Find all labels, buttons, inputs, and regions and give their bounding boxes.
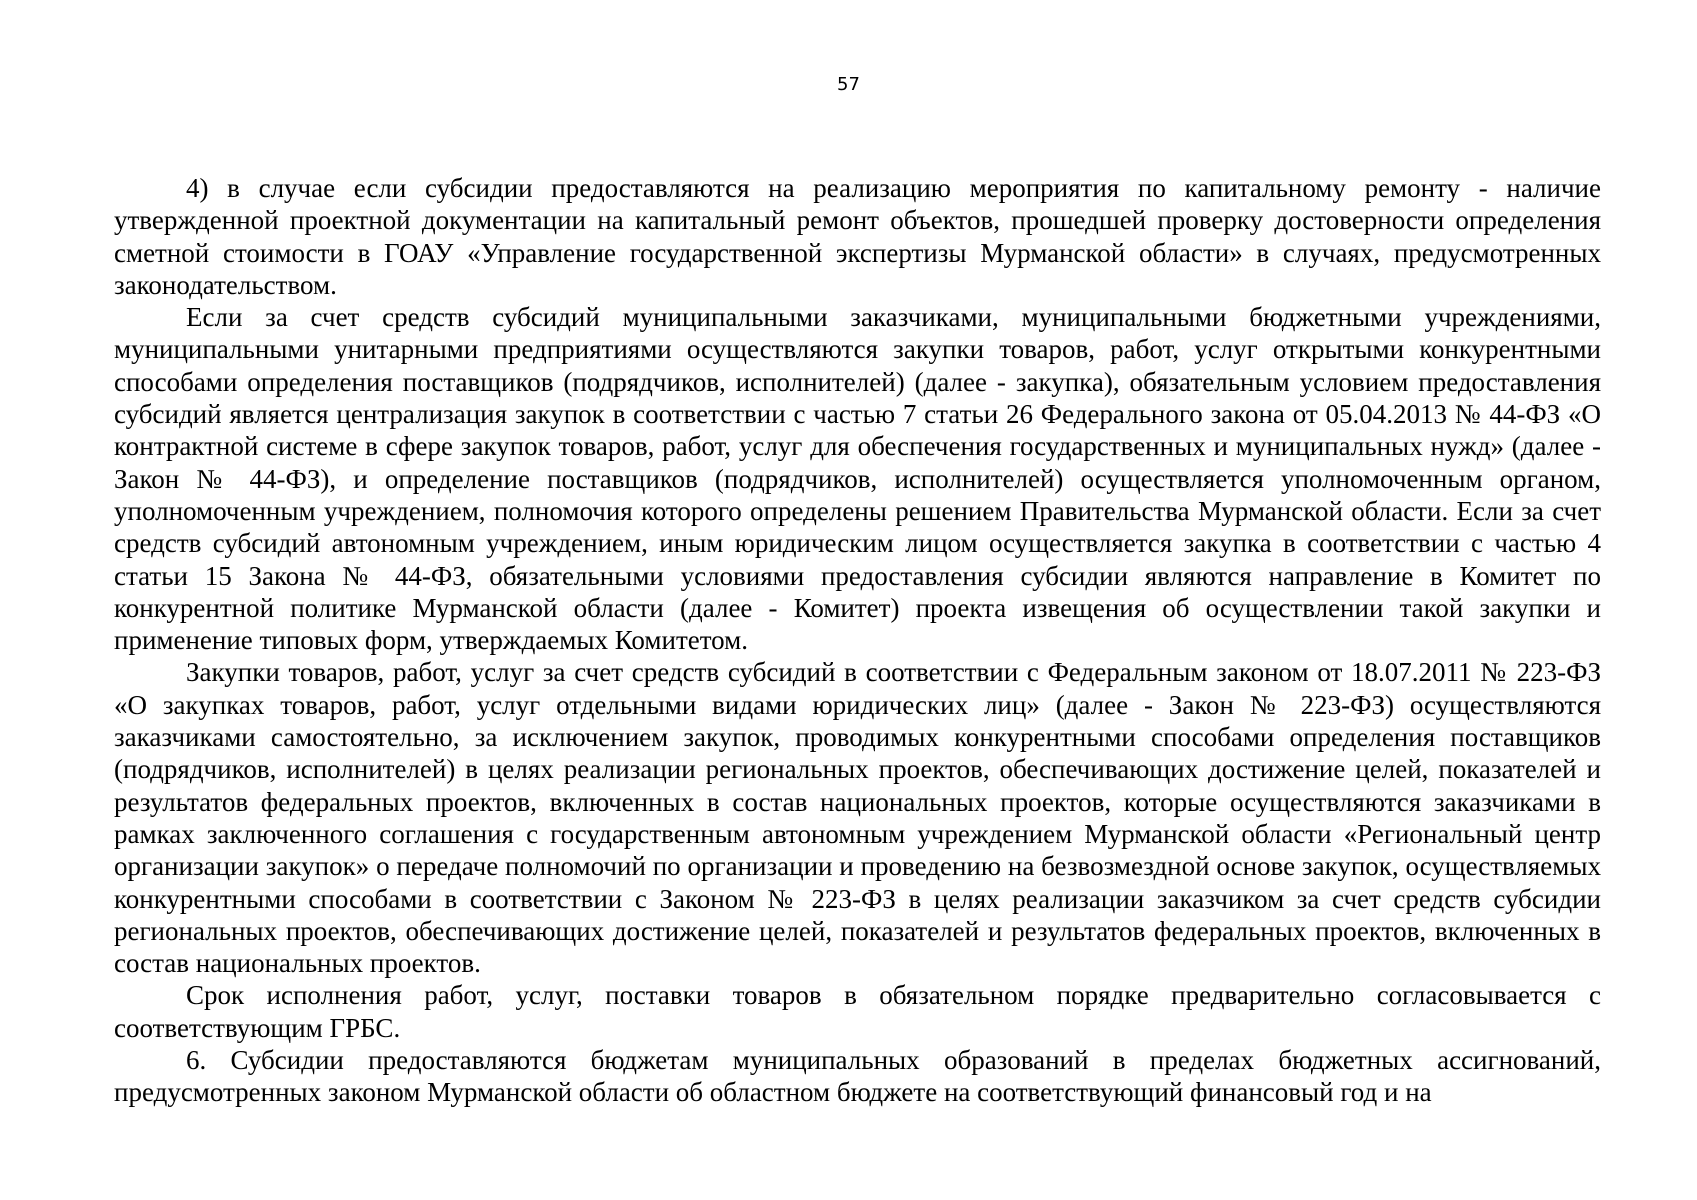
page-number: 57 — [837, 74, 860, 95]
paragraph-item-4-condition: 4) в случае если субсидии предоставляются на реализацию мероприятия по капитальному ремонту - наличие утвержденной проектной документации на капитальный ремонт объектов, прошедшей проверку достоверности определения сметной стоимости в ГОАУ «Управление государственной экспертизы Мурманской области» в случаях, предусмотренных законодательством. — [114, 173, 1601, 300]
paragraph-223fz-procurement: Закупки товаров, работ, услуг за счет средств субсидий в соответствии с Федеральным законом от 18.07.2011 № 223-ФЗ «О закупках товаров, работ, услуг отдельными видами юридических лиц» (далее - Закон № 223-ФЗ) осуществляются заказчиками самостоятельно, за исключением закупок, проводимых конкурентными способами определения поставщиков (подрядчиков, исполнителей) в целях реализации региональных проектов, обеспечивающих достижение целей, показателей и результатов федеральных проектов, включенных в состав национальных проектов, которые осуществляются заказчиками в рамках заключенного соглашения с государственным автономным учреждением Мурманской области «Региональный центр организации закупок» о передаче полномочий по организации и проведению на безвозмездной основе закупок, осуществляемых конкурентными способами в соответствии с Законом № 223-ФЗ в целях реализации заказчиком за счет средств субсидии региональных проектов, обеспечивающих достижение целей, показателей и результатов федеральных проектов, включенных в состав национальных проектов. — [114, 657, 1601, 979]
paragraph-deadline-agreement: Срок исполнения работ, услуг, поставки товаров в обязательном порядке предварительно согласовывается с соответствующим ГРБС. — [114, 980, 1601, 1043]
paragraph-item-6-subsidies: 6. Субсидии предоставляются бюджетам муниципальных образований в пределах бюджетных ассигнований, предусмотренных законом Мурманской области об областном бюджете на соответствующий финансовый год и на — [114, 1045, 1601, 1108]
document-body — [114, 172, 1601, 1109]
paragraph-centralized-procurement: Если за счет средств субсидий муниципальными заказчиками, муниципальными бюджетными учреждениями, муниципальными унитарными предприятиями осуществляются закупки товаров, работ, услуг открытыми конкурентными способами определения поставщиков (подрядчиков, исполнителей) (далее - закупка), обязательным условием предоставления субсидий является централизация закупок в соответствии с частью 7 статьи 26 Федерального закона от 05.04.2013 № 44-ФЗ «О контрактной системе в сфере закупок товаров, работ, услуг для обеспечения государственных и муниципальных нужд» (далее - Закон № 44-ФЗ), и определение поставщиков (подрядчиков, исполнителей) осуществляется уполномоченным органом, уполномоченным учреждением, полномочия которого определены решением Правительства Мурманской области. Если за счет средств субсидий автономным учреждением, иным юридическим лицом осуществляется закупка в соответствии с частью 4 статьи 15 Закона № 44-ФЗ, обязательными условиями предоставления субсидии являются направление в Комитет по конкурентной политике Мурманской области (далее - Комитет) проекта извещения об осуществлении такой закупки и применение типовых форм, утверждаемых Комитетом. — [114, 302, 1601, 656]
